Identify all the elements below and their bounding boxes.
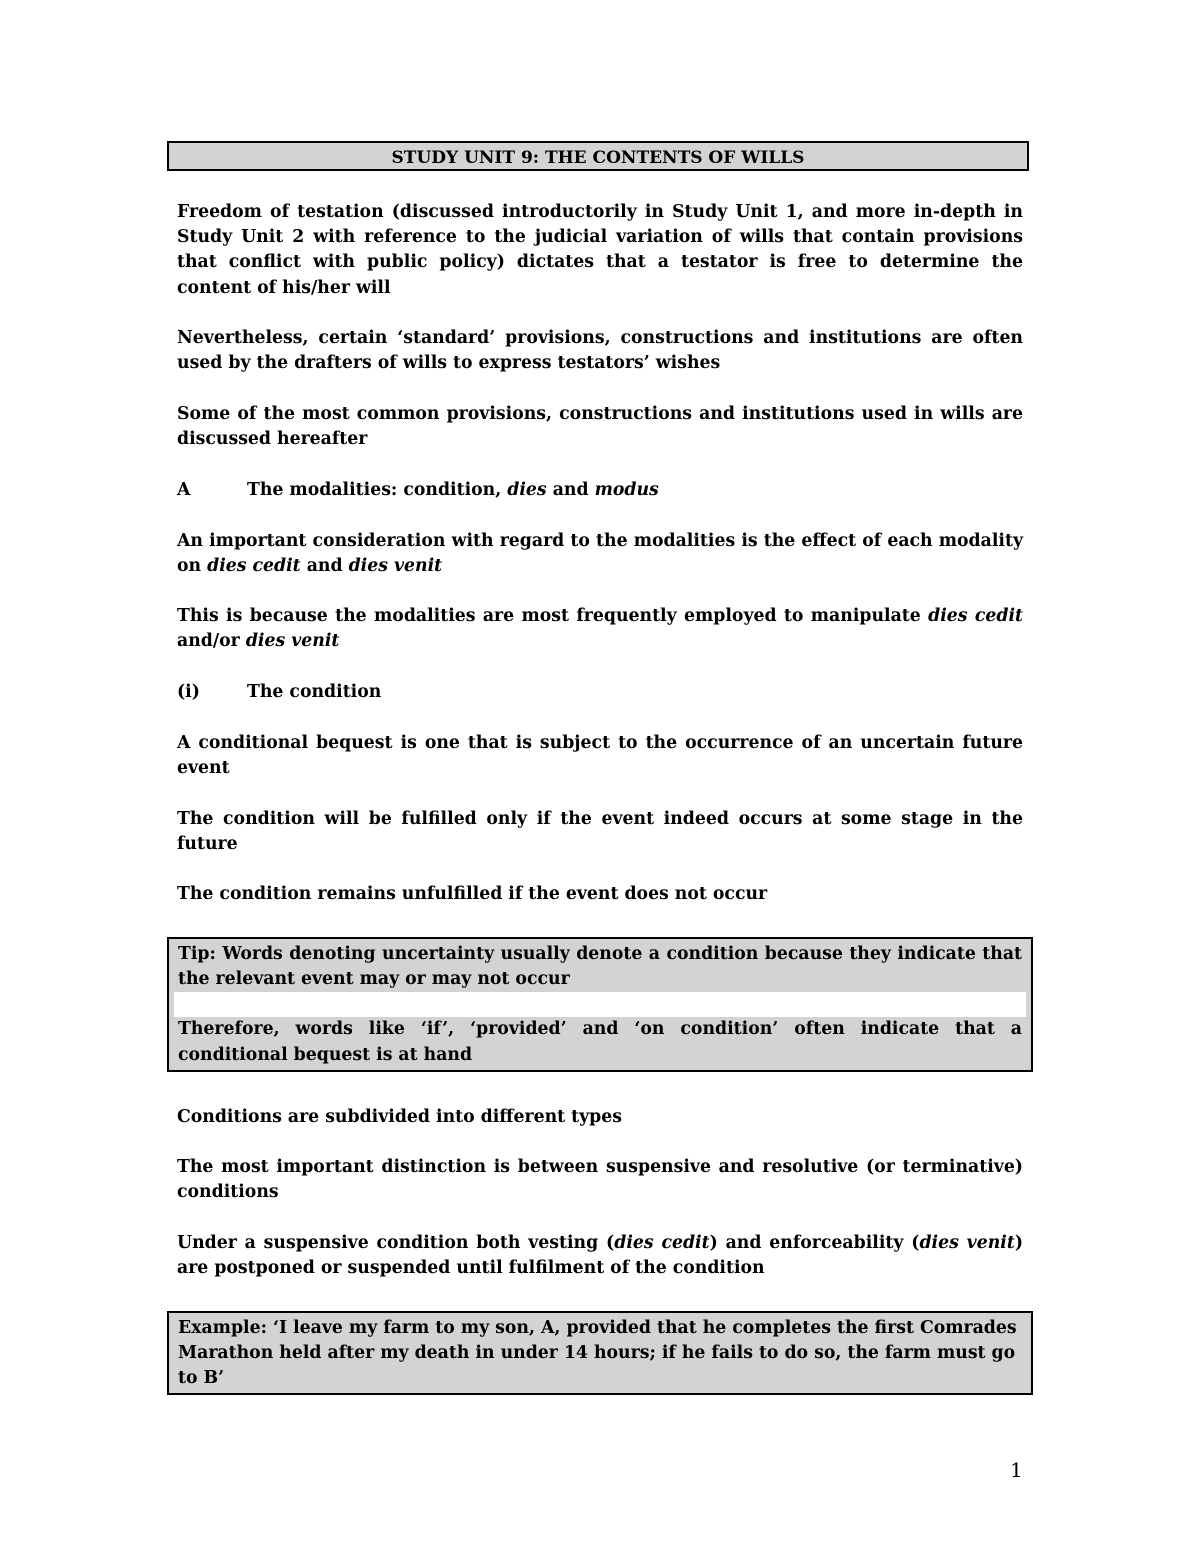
paragraph-text: A conditional bequest is one that is subject to the occurrence of an uncertain future event — [177, 733, 1023, 779]
section-heading-i — [177, 680, 1023, 705]
paragraph-text — [177, 1231, 1023, 1281]
paragraph-standard-provisions — [177, 326, 1023, 376]
paragraph-common-provisions — [177, 402, 1023, 452]
paragraph-distinction — [177, 1155, 1023, 1205]
paragraph-text: Nevertheless, certain ‘standard’ provisions, constructions and institutions are often used by the drafters of wills to express testators’ wishes — [177, 328, 1023, 374]
text-run-italic: dies venit — [245, 631, 340, 652]
section-title-text: The modalities: condition, — [247, 480, 502, 500]
tip-box — [167, 937, 1033, 1072]
tip-spacer — [170, 992, 1030, 1017]
section-heading-a — [177, 478, 1023, 503]
paragraph-types — [177, 1105, 1023, 1130]
page-number: 1 — [1010, 1458, 1023, 1482]
text-run-italic: dies cedit — [928, 606, 1023, 626]
text-run: ) and enforceability ( — [709, 1233, 920, 1253]
paragraph-manipulate — [177, 604, 1023, 654]
paragraph-text: Conditions are subdivided into different types — [177, 1107, 622, 1127]
paragraph-freedom-of-testation — [177, 200, 1023, 301]
text-run-italic: dies venit — [919, 1233, 1015, 1253]
paragraph-text: The most important distinction is between suspensive and resolutive (or terminative) conditions — [177, 1157, 1023, 1203]
paragraph-text — [177, 529, 1023, 579]
section-title-and: and — [552, 480, 589, 500]
paragraph-text: Some of the most common provisions, constructions and institutions used in wills are discussed hereafter — [177, 404, 1023, 450]
text-run-italic: dies cedit — [207, 556, 301, 577]
text-run: and — [306, 556, 343, 577]
text-run: Under a suspensive condition both vesting ( — [177, 1233, 615, 1253]
tip-text: Therefore, words like ‘if’, ‘provided’ and ‘on condition’ often indicate that a conditional bequest is at hand — [178, 1019, 1022, 1065]
section-number: A — [177, 480, 191, 500]
section-number: (i) — [177, 682, 200, 702]
paragraph-conditional-bequest — [177, 731, 1023, 781]
text-run: ) are postponed or suspended until fulfilment of the condition — [177, 1233, 1023, 1279]
paragraph-text: The condition will be fulfilled only if the event indeed occurs at some stage in the future — [177, 809, 1023, 855]
paragraph-text — [177, 604, 1023, 654]
section-title-dies: dies — [507, 480, 547, 500]
paragraph-important-consideration — [177, 529, 1023, 579]
section-title — [247, 478, 659, 503]
paragraph-suspensive-condition — [177, 1231, 1023, 1281]
text-run: This is because the modalities are most frequently employed to manipulate — [177, 606, 921, 626]
paragraph-condition-unfulfilled — [177, 882, 1023, 907]
section-title: The condition — [247, 682, 382, 702]
paragraph-text: The condition remains unfulfilled if the event does not occur — [177, 884, 768, 904]
example-text: Example: ‘I leave my farm to my son, A, provided that he completes the first Comrades Marathon held after my death in under 14 hours; if he fails to do so, the farm must go to B’ — [178, 1318, 1017, 1389]
text-run: An important consideration with regard to the modalities is the effect of each modality on — [177, 531, 1023, 577]
paragraph-condition-fulfilled — [177, 807, 1023, 857]
page-title: STUDY UNIT 9: THE CONTENTS OF WILLS — [167, 141, 1029, 171]
tip-text: Tip: Words denoting uncertainty usually denote a condition because they indicate that the relevant event may or may not occur — [178, 944, 1022, 990]
paragraph-text: Freedom of testation (discussed introductorily in Study Unit 1, and more in-depth in Study Unit 2 with reference to the judicial variation of wills that contain provisions that conflict with public policy) dictates that a testator is free to determine the content of his/her will — [177, 202, 1023, 298]
text-run: and/or — [177, 631, 240, 652]
text-run-italic: dies venit — [348, 556, 443, 577]
example-box — [167, 1311, 1033, 1395]
section-title-modus: modus — [594, 480, 659, 500]
text-run-italic: dies cedit — [614, 1233, 710, 1253]
